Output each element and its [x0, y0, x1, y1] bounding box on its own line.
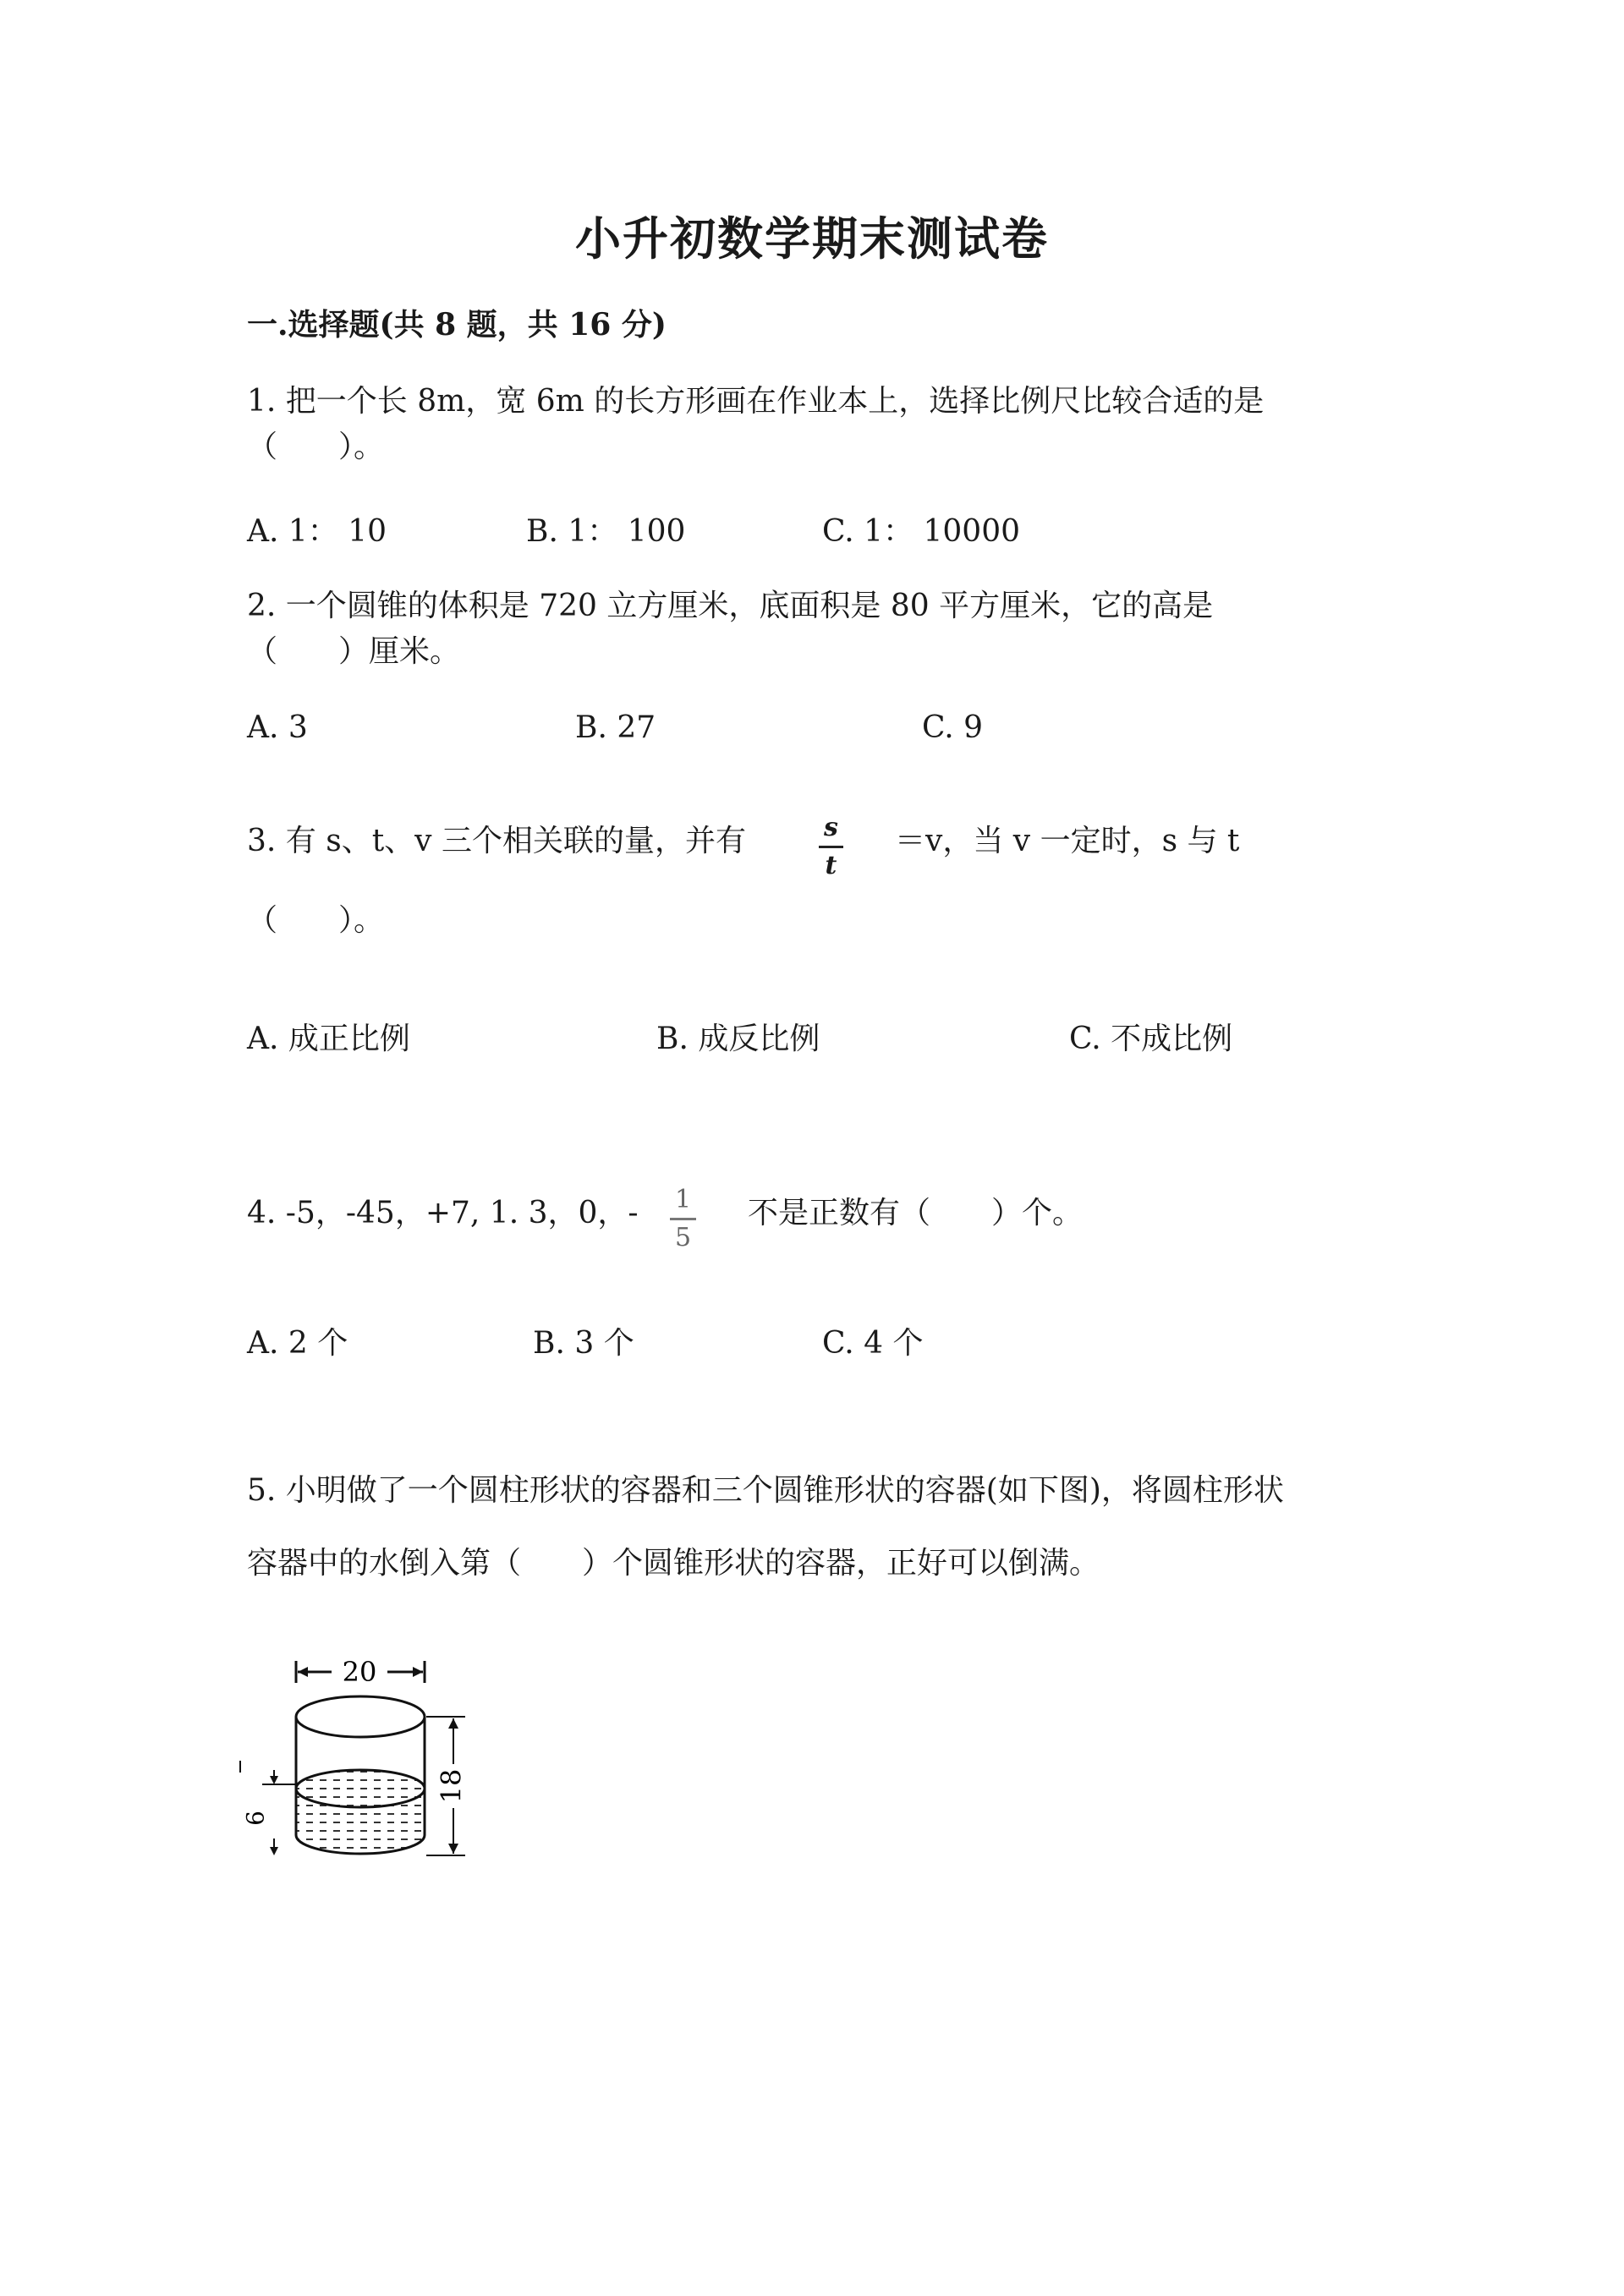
question-3-option-b: B. 成反比例 [656, 1022, 820, 1056]
height-label: 18 [435, 1768, 468, 1804]
question-4-option-b: B. 3 个 [533, 1326, 634, 1361]
question-1-line1: 1. 把一个长 8m，宽 6m 的长方形画在作业本上，选择比例尺比较合适的是 [247, 384, 1265, 419]
question-4-option-c: C. 4 个 [822, 1326, 924, 1361]
question-5-line2: 容器中的水倒入第（ ）个圆锥形状的容器，正好可以倒满。 [247, 1546, 1100, 1581]
question-2-line1: 2. 一个圆锥的体积是 720 立方厘米，底面积是 80 平方厘米，它的高是 [247, 589, 1214, 623]
water-level-label: 6 [241, 1811, 270, 1826]
fraction-denominator: 5 [675, 1223, 692, 1252]
fraction-numerator: s [824, 813, 838, 842]
section-heading: 一.选择题(共 8 题，共 16 分) [247, 307, 667, 342]
question-4-option-a: A. 2 个 [247, 1326, 348, 1361]
diameter-label: 20 [342, 1656, 377, 1688]
cylinder-figure [237, 1649, 491, 1869]
question-3-line2: （ ）。 [247, 903, 385, 938]
question-2-option-c: C. 9 [922, 710, 984, 745]
question-4-line1-start: 4. -5，-45，+7, 1. 3，0，- [247, 1196, 639, 1230]
question-5-line1: 5. 小明做了一个圆柱形状的容器和三个圆锥形状的容器(如下图)，将圆柱形状 [247, 1473, 1284, 1508]
fraction-bar [670, 1218, 696, 1220]
fraction-bar [819, 846, 843, 848]
question-3-line1-start: 3. 有 s、t、v 三个相关联的量，并有 [247, 824, 746, 858]
question-2-line2: （ ）厘米。 [247, 634, 461, 669]
page-title: 小升初数学期末测试卷 [575, 211, 1049, 266]
question-3-option-c: C. 不成比例 [1069, 1022, 1233, 1056]
question-1-option-b: B. 1： 100 [526, 514, 686, 549]
question-3-fraction [819, 815, 843, 879]
diameter-dimension [296, 1656, 425, 1688]
question-3-line1-end: ＝v，当 v 一定时，s 与 t [895, 824, 1240, 858]
question-2-option-b: B. 27 [575, 710, 656, 745]
water-fill [296, 1770, 425, 1854]
question-4-fraction [670, 1187, 696, 1251]
height-dimension [426, 1717, 468, 1855]
fraction-numerator: 1 [675, 1185, 692, 1214]
question-1-line2: （ ）。 [247, 430, 385, 464]
question-2-option-a: A. 3 [247, 710, 308, 745]
water-level-dimension [240, 1761, 296, 1855]
question-1-option-a: A. 1： 10 [247, 514, 387, 549]
fraction-denominator: t [825, 851, 837, 880]
question-3-option-a: A. 成正比例 [247, 1022, 410, 1056]
question-1-option-c: C. 1： 10000 [822, 514, 1021, 549]
question-4-line1-end: 不是正数有（ ）个。 [748, 1196, 1084, 1230]
